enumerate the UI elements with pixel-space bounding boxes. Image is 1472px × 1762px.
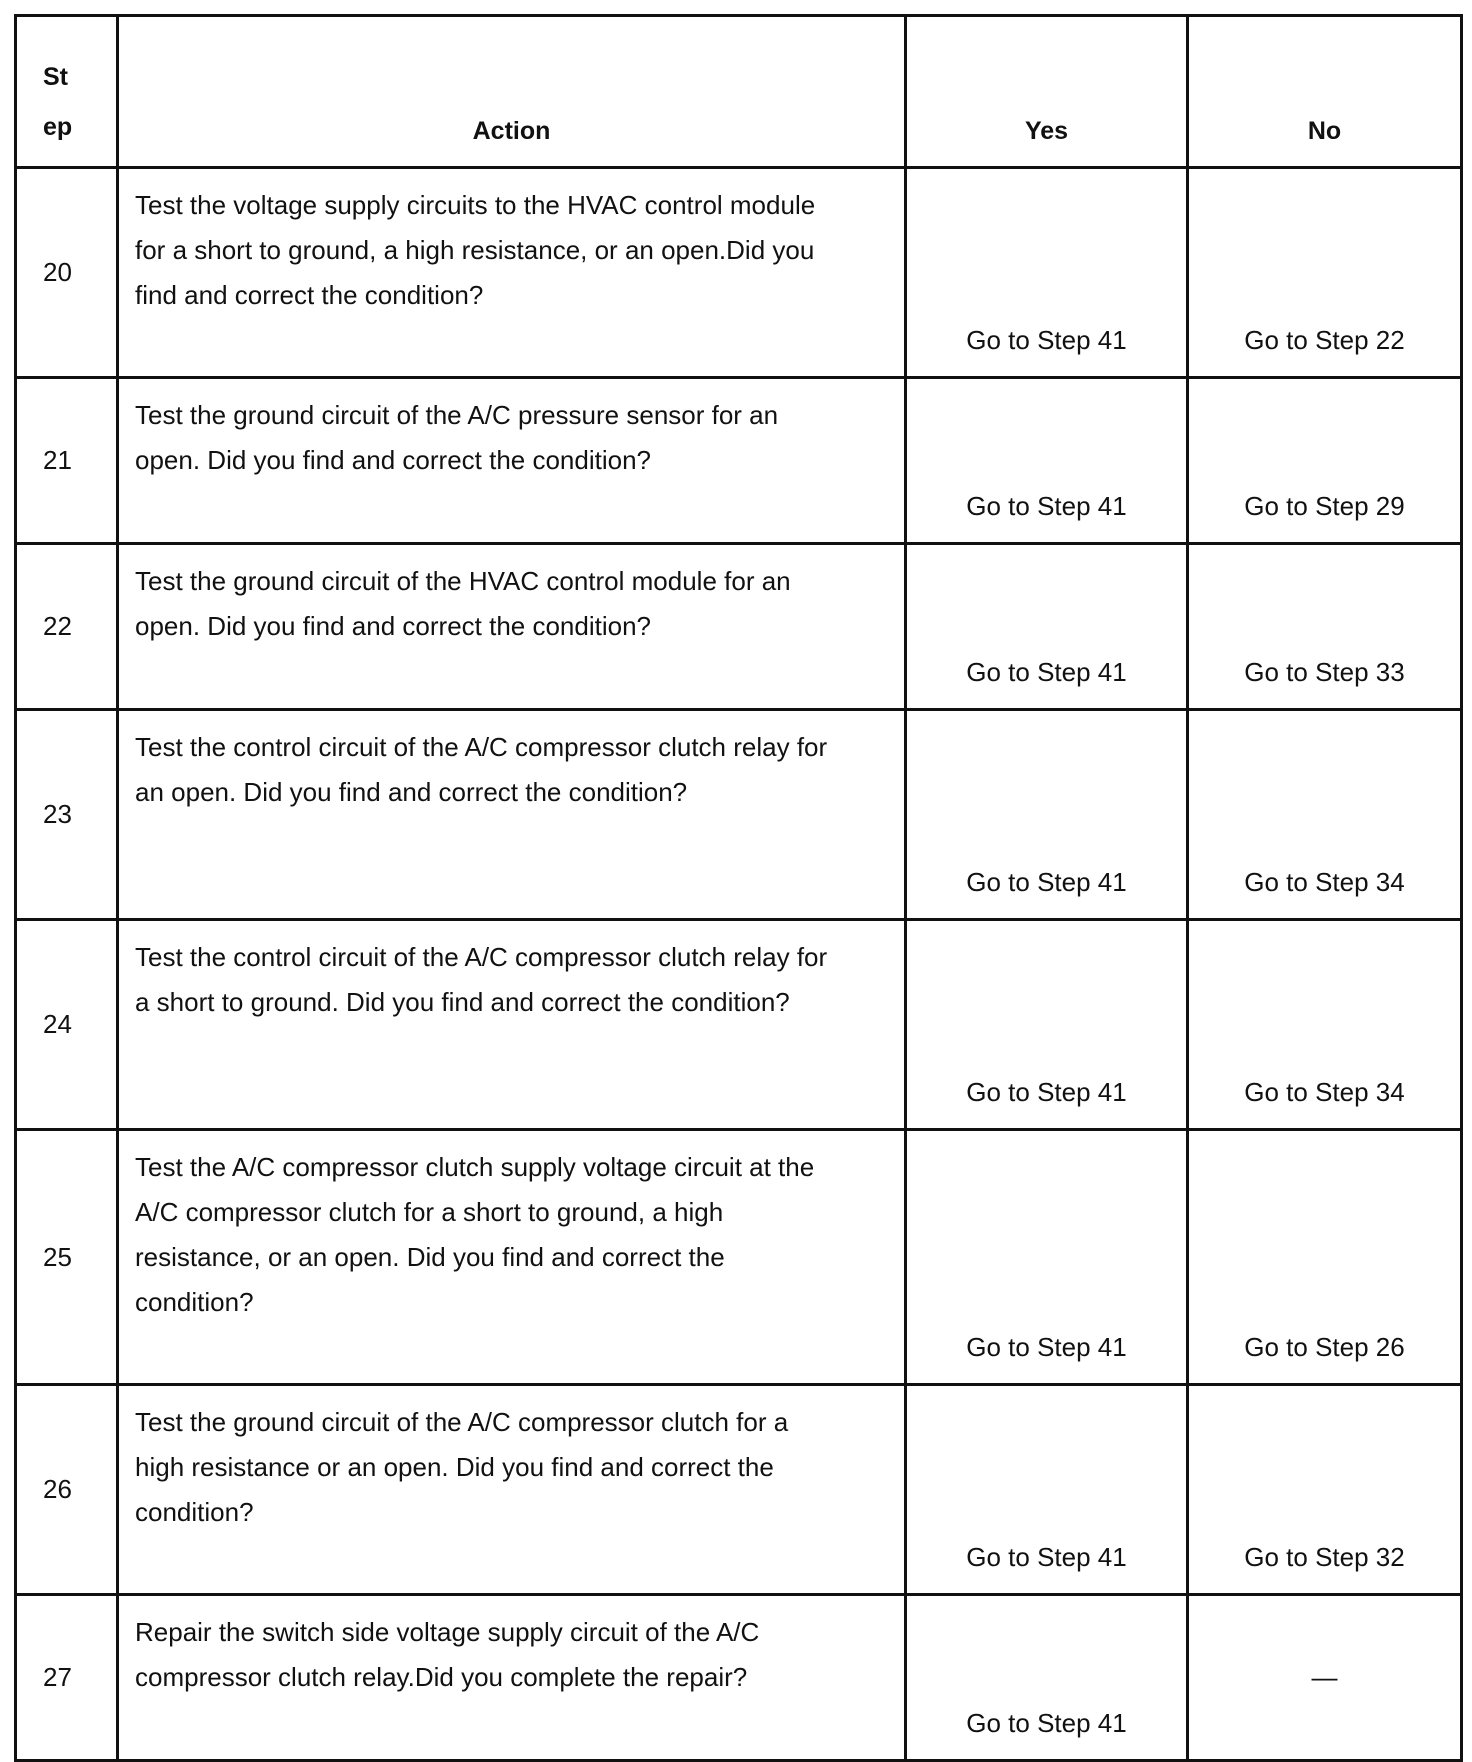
no-result: Go to Step 34 — [1188, 920, 1462, 1130]
yes-result: Go to Step 41 — [906, 378, 1188, 544]
step-number: 24 — [16, 920, 118, 1130]
step-number: 27 — [16, 1595, 118, 1761]
action-text: Repair the switch side voltage supply circuit of the A/C compressor clutch relay.Did you complete the repair? — [118, 1595, 906, 1761]
no-result: Go to Step 22 — [1188, 168, 1462, 378]
no-result: Go to Step 32 — [1188, 1385, 1462, 1595]
no-result: — — [1188, 1595, 1462, 1761]
header-row — [16, 16, 1462, 168]
no-result: Go to Step 29 — [1188, 378, 1462, 544]
table-row — [16, 1595, 1462, 1761]
table-row — [16, 168, 1462, 378]
table-row — [16, 1130, 1462, 1385]
step-number: 25 — [16, 1130, 118, 1385]
action-text: Test the ground circuit of the HVAC control module for an open. Did you find and correct the condition? — [118, 544, 906, 710]
yes-result: Go to Step 41 — [906, 1385, 1188, 1595]
table-row — [16, 378, 1462, 544]
step-number: 22 — [16, 544, 118, 710]
step-number: 20 — [16, 168, 118, 378]
action-text: Test the voltage supply circuits to the HVAC control module for a short to ground, a high resistance, or an open.Did you find and correct the condition? — [118, 168, 906, 378]
action-text: Test the control circuit of the A/C compressor clutch relay for a short to ground. Did you find and correct the condition? — [118, 920, 906, 1130]
table-row — [16, 710, 1462, 920]
action-header: Action — [118, 16, 906, 168]
table-row — [16, 1385, 1462, 1595]
no-result: Go to Step 34 — [1188, 710, 1462, 920]
yes-result: Go to Step 41 — [906, 920, 1188, 1130]
step-number: 21 — [16, 378, 118, 544]
step-number: 26 — [16, 1385, 118, 1595]
no-result: Go to Step 33 — [1188, 544, 1462, 710]
action-text: Test the control circuit of the A/C compressor clutch relay for an open. Did you find and correct the condition? — [118, 710, 906, 920]
yes-result: Go to Step 41 — [906, 544, 1188, 710]
yes-result: Go to Step 41 — [906, 1595, 1188, 1761]
table-row — [16, 544, 1462, 710]
table-row — [16, 920, 1462, 1130]
step-header: Step — [16, 16, 118, 168]
action-text: Test the ground circuit of the A/C compressor clutch for a high resistance or an open. Did you find and correct the condition? — [118, 1385, 906, 1595]
yes-result: Go to Step 41 — [906, 1130, 1188, 1385]
action-text: Test the ground circuit of the A/C pressure sensor for an open. Did you find and correct the condition? — [118, 378, 906, 544]
yes-result: Go to Step 41 — [906, 168, 1188, 378]
troubleshooting-table — [14, 14, 1463, 1762]
no-result: Go to Step 26 — [1188, 1130, 1462, 1385]
step-number: 23 — [16, 710, 118, 920]
no-header: No — [1188, 16, 1462, 168]
yes-result: Go to Step 41 — [906, 710, 1188, 920]
action-text: Test the A/C compressor clutch supply voltage circuit at the A/C compressor clutch for a short to ground, a high resistance, or an open. Did you find and correct the condition? — [118, 1130, 906, 1385]
yes-header: Yes — [906, 16, 1188, 168]
